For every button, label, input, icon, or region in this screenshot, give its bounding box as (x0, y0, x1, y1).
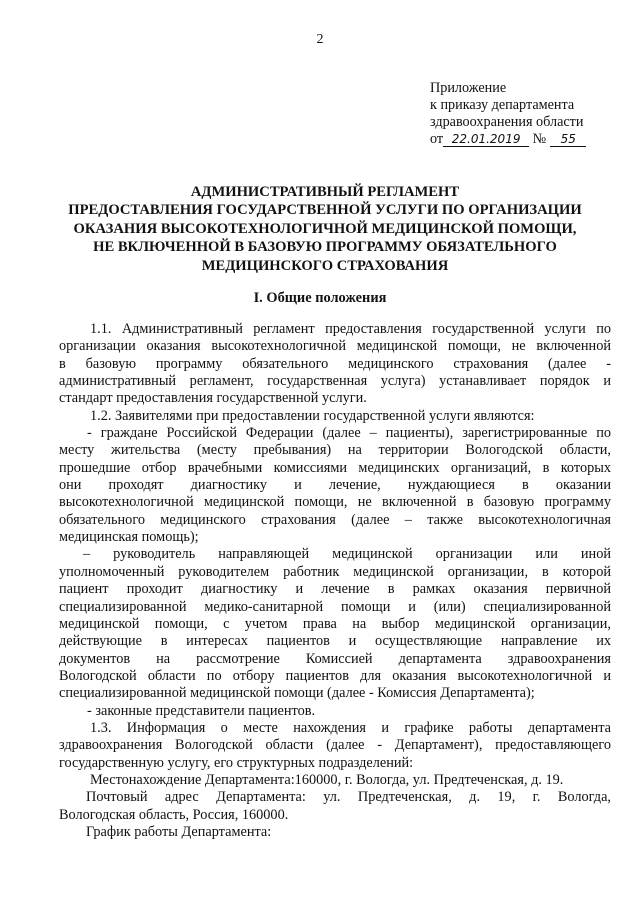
title-line-5: МЕДИЦИНСКОГО СТРАХОВАНИЯ (201, 257, 449, 274)
appendix-line-2: к приказу департамента (430, 97, 575, 113)
text-line: обязательного медицинского страхования (далее – также высокотехнологичная (59, 511, 611, 528)
text-line: здравоохранения Вологодской области (далее - Департамент), предоставляющего (59, 737, 611, 754)
text-line: в базовую программу обязательного медицинского страхования (далее - (59, 355, 611, 372)
text-line: административный регламент, государственная услуга) устанавливает порядок и (59, 373, 611, 390)
number-label: № (532, 131, 547, 147)
text-line: Вологодской области по отбору пациентов для оказания высокотехнологичной и (59, 667, 611, 684)
title-line-4: НЕ ВКЛЮЧЕННОЙ В БАЗОВУЮ ПРОГРАММУ ОБЯЗАТЕЛЬНОГО (93, 239, 557, 256)
handwritten-date: 22.01.2019 (443, 133, 529, 147)
text-line: специализированной медико-санитарной помощи и (или) специализированной (59, 598, 611, 615)
text-line: прошедшие отбор врачебными комиссиями медицинских организаций, в которых (59, 459, 611, 476)
text-line: Местонахождение Департамента:160000, г. Вологда, ул. Предтеченская, д. 19. (90, 771, 564, 788)
text-line: 1.2. Заявителями при предоставлении государственной услуги являются: (90, 407, 535, 424)
text-line: 1.1. Административный регламент предоставления государственной услуги по (90, 321, 611, 337)
section-heading: I. Общие положения (253, 290, 387, 306)
text-line: месту жительства (месту пребывания) на территории Вологодской области, (59, 442, 611, 459)
document-title (40, 183, 610, 275)
appendix-block (430, 80, 586, 148)
handwritten-number: 55 (550, 133, 586, 147)
text-line: пациент проходит диагностику и лечение в рамках оказания первичной (59, 581, 611, 598)
text-line: Вологодская область, Россия, 160000. (59, 806, 289, 823)
text-line: специализированной медицинской помощи (далее - Комиссия Департамента); (59, 685, 535, 702)
text-line: они проходят диагностику и лечение, нуждающиеся в оказании (59, 477, 611, 494)
text-line: - граждане Российской Федерации (далее – пациенты), зарегистрированные по (87, 425, 611, 442)
text-line: медицинская помощь); (59, 529, 199, 546)
date-prefix: от (430, 131, 444, 147)
appendix-line-3: здравоохранения области (430, 114, 584, 130)
text-line: медицинской помощи, с учетом права на выбор медицинской организации, (59, 615, 611, 632)
text-line: – руководитель направляющей медицинской организации или иной (83, 546, 611, 563)
appendix-line-1: Приложение (430, 80, 507, 96)
text-line: стандарт предоставления государственной услуги. (59, 390, 367, 407)
text-line: государственную услугу, его структурных подразделений: (59, 754, 414, 771)
page-number: 2 (316, 32, 324, 47)
text-line: уполномоченный руководителем работник медицинской организации, в которой (59, 563, 611, 580)
text-line: организации оказания высокотехнологичной медицинской помощи, не включенной (59, 338, 611, 355)
title-line-1: АДМИНИСТРАТИВНЫЙ РЕГЛАМЕНТ (190, 184, 460, 200)
body-text (59, 321, 611, 841)
text-line: высокотехнологичной медицинской помощи, не включенной в базовую программу (59, 494, 611, 511)
appendix-date-line (430, 131, 586, 148)
text-line: действующие в интересах пациентов и осуществляющие направление их (59, 633, 611, 650)
text-line: - законные представители пациентов. (87, 702, 316, 719)
title-line-2: ПРЕДОСТАВЛЕНИЯ ГОСУДАРСТВЕННОЙ УСЛУГИ ПО ОРГАНИЗАЦИИ (68, 202, 582, 219)
text-line: 1.3. Информация о месте нахождения и графике работы департамента (90, 719, 611, 736)
text-line: График работы Департамента: (86, 823, 272, 840)
title-line-3: ОКАЗАНИЯ ВЫСОКОТЕХНОЛОГИЧНОЙ МЕДИЦИНСКОЙ ПОМОЩИ, (73, 220, 577, 237)
text-line: документов на рассмотрение Комиссией департамента здравоохранения (59, 650, 611, 667)
text-line: Почтовый адрес Департамента: ул. Предтеченская, д. 19, г. Вологда, (86, 789, 611, 806)
